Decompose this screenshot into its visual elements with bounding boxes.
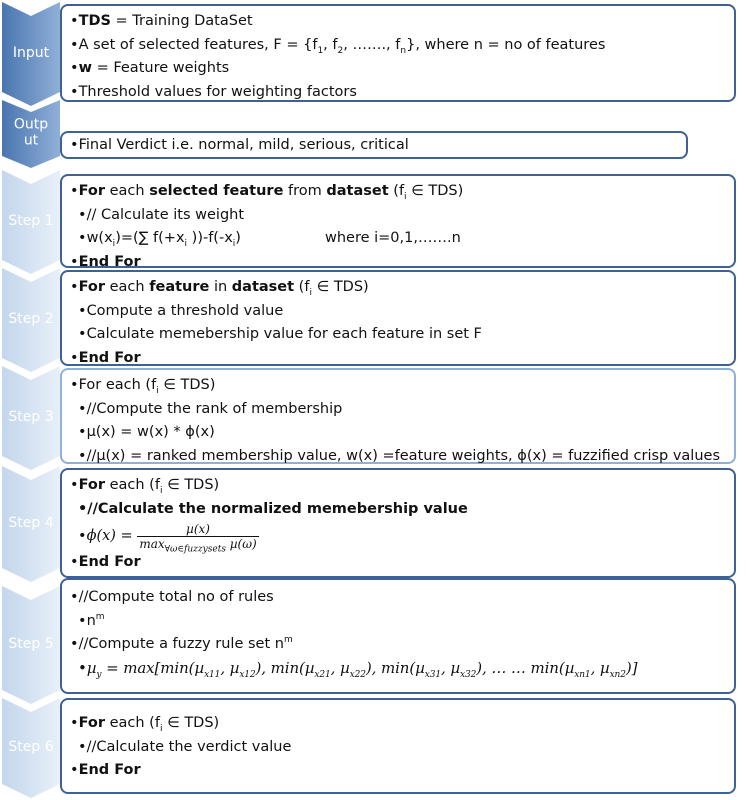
step-1-line-2: •// Calculate its weight — [78, 206, 245, 223]
chevron-label: Output — [13, 116, 49, 149]
step-4-line-1: •For each ($f_i$ ∈ TDS) — [70, 477, 220, 496]
chevron-input — [2, 2, 60, 106]
step-1-box — [60, 174, 736, 268]
chevron-label: Step 1 — [8, 213, 54, 230]
step-2-box — [60, 270, 736, 366]
step-1-line-3: $•w(x_i)=(\sum$ $f(+x_i$ ))$-f(-x_i)$ where i=0,1,…….n — [78, 230, 461, 249]
input-box — [60, 4, 736, 102]
chevron-label: Step 2 — [8, 311, 54, 328]
input-line-2: •A set of selected features, $F = \{f_1$, $f_2$, ……., $f_n$}, where n = no of features — [70, 36, 606, 56]
chevron-step-5 — [2, 586, 60, 704]
chevron-step-2 — [2, 268, 60, 372]
chevron-output — [2, 100, 60, 168]
chevron-label: Step 3 — [8, 409, 54, 426]
step-3-line-2: •//Compute the rank of membership — [78, 400, 343, 417]
step-3-line-4: •//µ(x) = ranked membership value, w(x) =feature weights, ϕ(x) = fuzzified crisp values — [78, 447, 721, 464]
step-3-line-1: •For each ($f_i$ ∈ TDS) — [70, 377, 216, 396]
step-5-line-3: •//Compute a fuzzy rule set $n^m$ — [70, 635, 293, 652]
chevron-label: Step 4 — [8, 515, 54, 532]
step-5-line-4: •µ$_y$ = max[min(µ$_{x11}$, µ$_{x12}$), min(µ$_{x21}$, µ$_{x22}$), min(µ$_{x31}$, µ$_{x32}$), … … min(µ$_{xn1}$, µ$_{xn2}$)] — [78, 658, 638, 680]
step-5-line-2: $•n^m$ — [78, 611, 105, 629]
step-1-line-1: •For each selected feature from dataset ($f_i$ ∈ TDS) — [70, 183, 464, 202]
step-6-line-2: •//Calculate the verdict value — [78, 738, 292, 755]
chevron-step-6 — [2, 698, 60, 798]
input-line-3: •w = Feature weights — [70, 60, 230, 76]
step-5-line-1: •//Compute total no of rules — [70, 589, 274, 605]
output-box — [60, 131, 688, 159]
chevron-label: Step 6 — [8, 739, 54, 756]
input-line-1: •TDS = Training DataSet — [70, 13, 253, 29]
step-2-line-3: •Calculate memebership value for each feature in set F — [78, 326, 482, 342]
step-1-line-4: •End For — [70, 253, 141, 270]
chevron-step-4 — [2, 466, 60, 582]
normalization-fraction: $\frac{\text{µ(x)}}{\max_{\forall\omega\in fuzzysets} \mu(\omega)}$ — [139, 521, 257, 554]
chevron-step-1 — [2, 170, 60, 274]
input-line-4: •Threshold values for weighting factors — [70, 83, 357, 100]
chevron-step-3 — [2, 366, 60, 470]
step-6-line-1: •For each ($f_i$ ∈ TDS) — [70, 715, 220, 734]
step-5-box — [60, 578, 736, 694]
step-3-box — [60, 368, 736, 464]
chevron-label: Input — [12, 45, 50, 62]
step-4-line-4: •End For — [70, 554, 141, 570]
step-4-box — [60, 468, 736, 578]
output-line-1: •Final Verdict i.e. normal, mild, serious, critical — [70, 137, 409, 153]
step-6-box — [60, 698, 736, 794]
step-2-line-4: •End For — [70, 349, 141, 366]
step-2-line-1: •For each feature in dataset ($f_i$ ∈ TDS) — [70, 279, 369, 298]
step-4-line-3: •ϕ(x) = $\frac{\text{µ(x)}}{\max_{\forall\omega\in fuzzysets} \mu(\omega)}$ — [78, 521, 257, 554]
step-2-line-2: •Compute a threshold value — [78, 302, 284, 319]
step-4-line-2: •//Calculate the normalized memebership value — [78, 500, 468, 517]
step-6-line-3: •End For — [70, 762, 141, 778]
step-3-line-3: •µ(x) = w(x) * ϕ(x) — [78, 424, 215, 440]
chevron-label: Step 5 — [8, 636, 54, 653]
